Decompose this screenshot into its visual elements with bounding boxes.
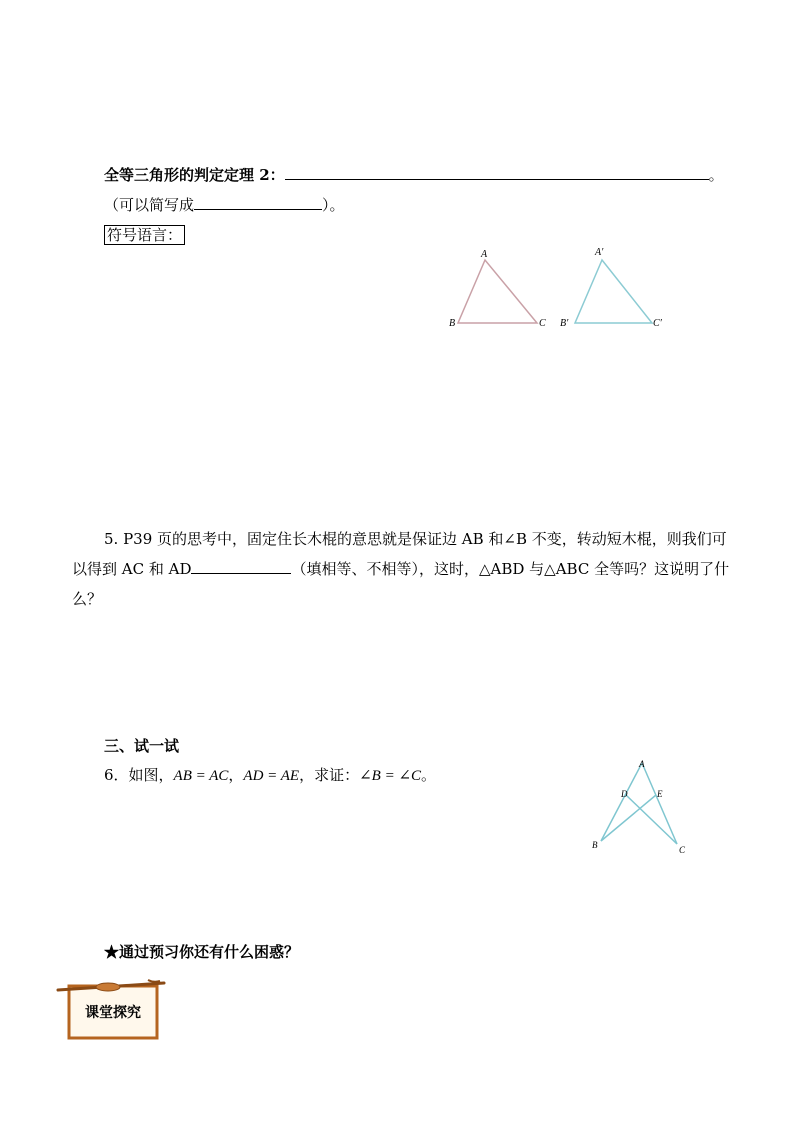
q6-eq-ad-ae: AD = AE: [243, 768, 300, 784]
segment-be: [601, 795, 656, 841]
section-3-heading: 三、试一试: [104, 737, 180, 755]
fig2-label-a: A: [639, 759, 645, 769]
confusion-prompt: ★通过预习你还有什么困惑？: [104, 943, 300, 961]
triangle-a1b1c1: [575, 260, 652, 323]
abbr-blank[interactable]: [194, 194, 322, 210]
label-c: C: [539, 318, 546, 329]
label-a: A: [481, 249, 488, 260]
symbol-language-label: 符号语言：: [104, 225, 185, 245]
segment-ac: [642, 763, 677, 844]
q5-blank[interactable]: [191, 558, 291, 574]
fig2-label-c: C: [679, 845, 686, 855]
fig2-label-d: D: [621, 789, 628, 799]
label-b-prime: B′: [560, 318, 569, 329]
q5-part1: 5. P39 页的思考中，固定住长木棍的意思就是保证边 AB 和∠B 不变，转动短木棍，则我们可以得到 AC 和 AD: [72, 530, 727, 578]
abbr-suffix: ）。: [322, 196, 345, 214]
q6-eq-ab-ac: AB = AC: [173, 768, 229, 784]
theorem-heading: 全等三角形的判定定理 2：: [104, 166, 285, 184]
question-6: [104, 764, 436, 785]
theorem-blank[interactable]: [285, 164, 709, 180]
symbol-language-box: [104, 224, 185, 245]
abbr-prefix: （可以简写成: [104, 196, 195, 214]
segment-cd: [626, 795, 677, 844]
label-a-prime: A′: [595, 247, 604, 258]
congruent-triangles-figure: [440, 240, 680, 340]
label-b: B: [449, 318, 456, 329]
fig2-label-b: B: [592, 840, 598, 850]
theorem-line: [104, 164, 724, 185]
question-6-figure: [585, 755, 695, 860]
q6-mid: ，求证：: [299, 766, 360, 784]
theorem-end-mark: 。: [708, 166, 724, 184]
q6-prefix: 6．如图，: [104, 766, 174, 784]
fig2-label-e: E: [657, 789, 663, 799]
banner-label: 课堂探究: [85, 1005, 141, 1021]
q6-end: 。: [421, 766, 437, 784]
label-c-prime: C′: [653, 318, 662, 329]
segment-ab: [601, 763, 642, 841]
classroom-exploration-banner: [56, 976, 166, 1042]
q6-eq-angle: ∠B = ∠C: [359, 768, 422, 784]
q5-part2: （填相等、不相等），这时，△ABD 与△ABC 全等吗？这说明了什么？: [72, 560, 730, 608]
triangle-abc: [458, 260, 537, 323]
q6-sep: ，: [228, 766, 244, 784]
abbreviation-line: [104, 194, 345, 215]
question-5: [72, 524, 738, 614]
